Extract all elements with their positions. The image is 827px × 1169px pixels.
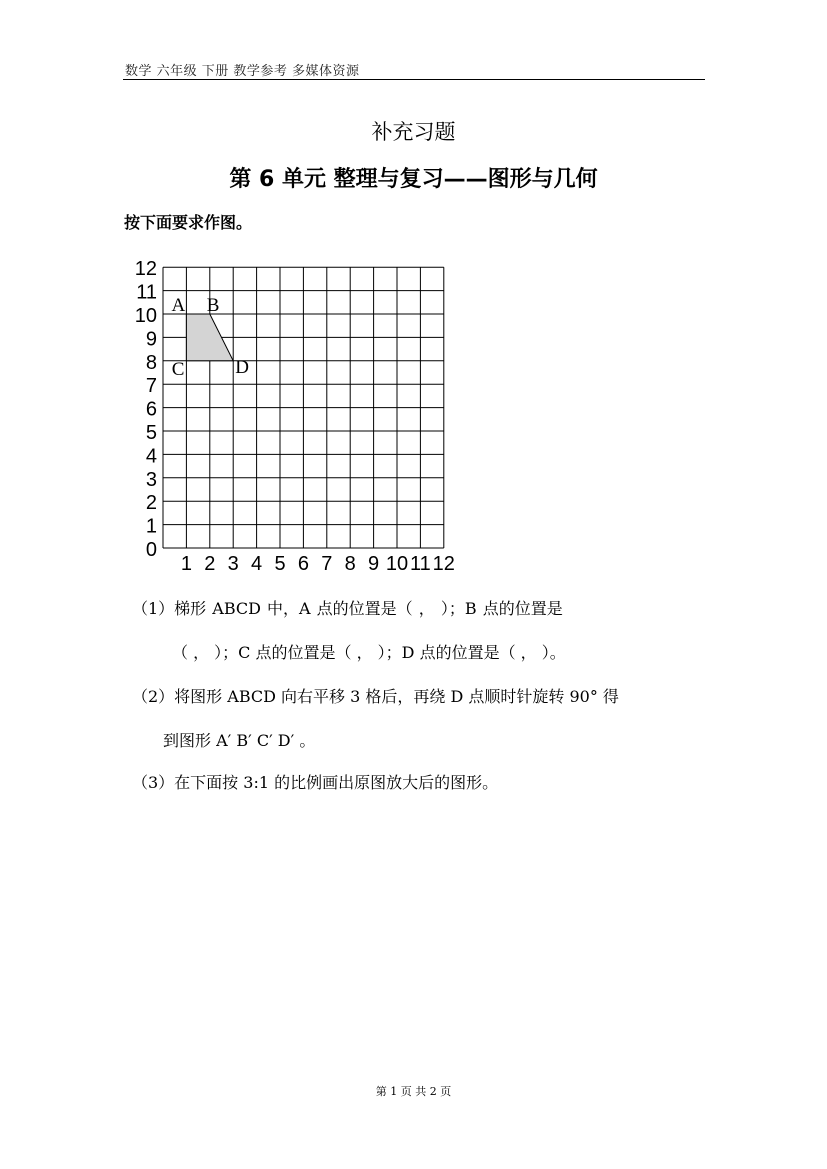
point-label-b: B <box>206 295 220 316</box>
page-title: 补充习题 <box>371 120 456 144</box>
x-tick-label: 1 <box>180 553 192 575</box>
y-tick-label: 6 <box>145 398 157 421</box>
y-tick-label: 0 <box>145 539 157 561</box>
instruction: 按下面要求作图。 <box>124 213 253 232</box>
x-tick-label: 5 <box>274 553 286 575</box>
header-text: 数学 六年级 下册 教学参考 多媒体资源 <box>125 64 360 79</box>
x-tick-label: 4 <box>251 553 263 575</box>
question-2-line-1: （2）将图形 ABCD 向右平移 3 格后，再绕 D 点顺时针旋转 90° 得 <box>132 687 619 706</box>
point-label-a: A <box>171 295 186 316</box>
y-tick-label: 11 <box>136 281 157 304</box>
y-tick-label: 4 <box>145 445 157 468</box>
y-tick-label: 2 <box>145 492 157 515</box>
x-tick-label: 3 <box>227 553 239 575</box>
y-tick-label: 7 <box>145 375 157 398</box>
x-tick-label: 2 <box>204 553 216 575</box>
point-label-c: C <box>171 358 185 380</box>
y-tick-label: 5 <box>145 422 157 444</box>
x-tick-label: 8 <box>344 553 356 575</box>
x-tick-label: 6 <box>297 553 309 575</box>
x-tick-label: 12 <box>432 553 455 575</box>
page-footer: 第 1 页 共 2 页 <box>375 1085 452 1098</box>
question-3: （3）在下面按 3:1 的比例画出原图放大后的图形。 <box>132 773 499 792</box>
question-1-line-2: （ ， ）；C 点的位置是（ ， ）；D 点的位置是（ ， ）。 <box>172 643 566 662</box>
x-tick-label: 9 <box>368 553 380 575</box>
point-label-d: D <box>235 356 249 378</box>
question-1-line-1: （1）梯形 ABCD 中，A 点的位置是（ ， ）；B 点的位置是 <box>132 599 563 618</box>
question-2-line-2: 到图形 A′ B′ C′ D′ 。 <box>163 731 316 750</box>
y-tick-label: 3 <box>145 468 157 491</box>
y-tick-label: 12 <box>134 258 157 281</box>
y-tick-label: 8 <box>145 351 157 374</box>
x-tick-label: 10 <box>385 553 409 575</box>
page-subtitle: 第 6 单元 整理与复习——图形与几何 <box>229 167 598 192</box>
x-tick-label: 7 <box>321 553 333 575</box>
y-tick-label: 1 <box>145 515 157 538</box>
y-tick-label: 10 <box>134 305 157 327</box>
y-tick-label: 9 <box>145 328 157 351</box>
x-tick-label: 11 <box>410 553 431 575</box>
